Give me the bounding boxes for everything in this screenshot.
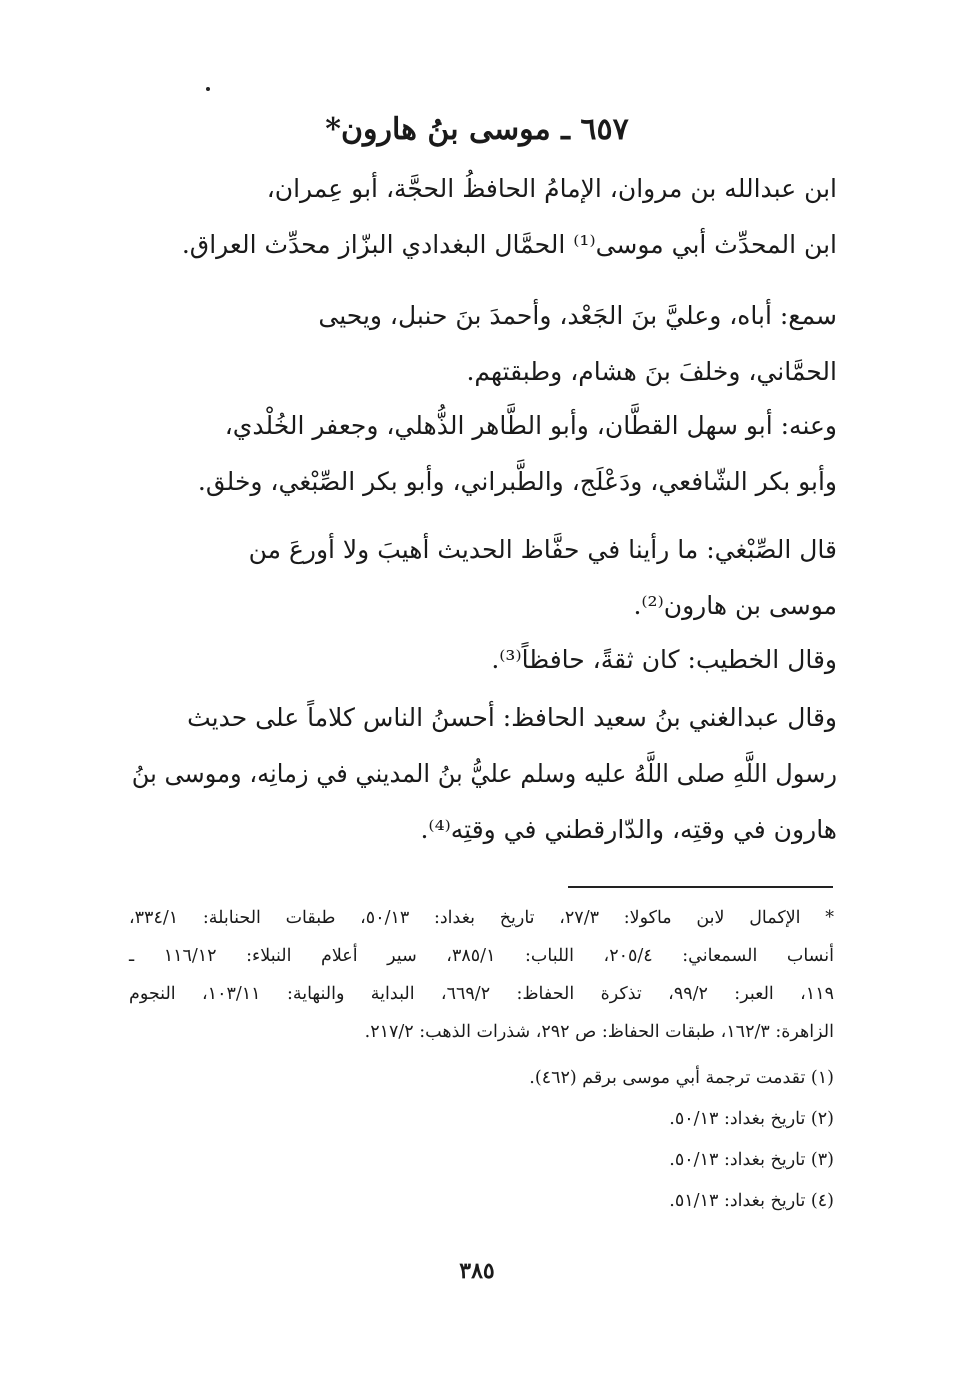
footnote-3: (٣) تاريخ بغداد: ٥٠/١٣. bbox=[669, 1150, 834, 1170]
page-number: ٣٨٥ bbox=[459, 1258, 495, 1284]
khatib-line-1: وقال الخطيب: كان ثقةً، حافظاً⁽³⁾. bbox=[491, 645, 837, 674]
abdulghani-line-2: رسول اللَّهِ صلى اللَّهُ عليه وسلم عليُّ بنُ المديني في زمانِه، وموسى بنُ bbox=[131, 759, 837, 788]
sibghi-line-2: موسى بن هارون⁽²⁾. bbox=[633, 591, 837, 620]
khatib-quote-paragraph bbox=[132, 632, 837, 688]
source-note-line-4: الزاهرة: ١٦٢/٣، طبقات الحفاظ: ص ٢٩٢، شذرات الذهب: ٢١٧/٢. bbox=[364, 1022, 834, 1042]
intro-line-1: ابن عبدالله بن مروان، الإمامُ الحافظُ الحجَّة، أبو عِمران، bbox=[266, 174, 837, 203]
teachers-line-2: الحمَّاني، وخلفَ بنَ هشام، وطبقتهم. bbox=[466, 357, 837, 386]
students-paragraph bbox=[132, 398, 837, 510]
sibghi-line-1: قال الصِّبْغي: ما رأينا في حفَّاظ الحديث أهيبَ ولا أورعَ من bbox=[248, 535, 837, 564]
source-note-line-1: * الإكمال لابن ماكولا: ٢٧/٣، تاريخ بغداد: ٥٠/١٣، طبقات الحنابلة: ٣٣٤/١، bbox=[129, 908, 834, 928]
students-line-2: وأبو بكر الشّافعي، ودَعْلَج، والطَّبراني، وأبو بكر الصِّبْغي، وخلق. bbox=[197, 467, 837, 496]
abdulghani-line-1: وقال عبدالغني بنُ سعيد الحافظ: أحسنُ الناس كلاماً على حديث bbox=[187, 703, 837, 732]
source-note-line-2: أنساب السمعاني: ٢٠٥/٤، اللباب: ٣٨٥/١، سير أعلام النبلاء: ١١٦/١٢ ـ bbox=[129, 946, 835, 966]
intro-line-2: ابن المحدِّث أبي موسى⁽¹⁾ الحمَّال البغدادي البزّاز محدِّث العراق. bbox=[181, 230, 837, 259]
students-line-1: وعنه: أبو سهل القطَّان، وأبو الطَّاهر الذُّهلي، وجعفر الخُلْدي، bbox=[224, 411, 837, 440]
entry-title: ٦٥٧ ـ موسى بنُ هارون* bbox=[325, 112, 629, 147]
sibghi-quote-paragraph bbox=[132, 522, 837, 634]
abdulghani-quote-paragraph bbox=[132, 690, 837, 858]
abdulghani-line-3: هارون في وقتِه، والدّارقطني في وقتِه⁽⁴⁾. bbox=[420, 815, 837, 844]
intro-paragraph bbox=[132, 161, 837, 273]
footnote-1: (١) تقدمت ترجمة أبي موسى برقم (٤٦٢). bbox=[529, 1068, 834, 1088]
footnote-4: (٤) تاريخ بغداد: ٥١/١٣. bbox=[669, 1191, 834, 1211]
speck-mark bbox=[206, 87, 210, 91]
source-note-line-3: ١١٩، العبر: ٩٩/٢، تذكرة الحفاظ: ٦٦٩/٢، البداية والنهاية: ١٠٣/١١، النجوم bbox=[129, 984, 834, 1004]
teachers-paragraph bbox=[132, 288, 837, 400]
teachers-line-1: سمع: أباه، وعليَّ بنَ الجَعْد، وأحمدَ بنَ حنبل، ويحيى bbox=[318, 301, 837, 330]
footnote-2: (٢) تاريخ بغداد: ٥٠/١٣. bbox=[669, 1109, 834, 1129]
footnote-divider bbox=[568, 886, 833, 888]
